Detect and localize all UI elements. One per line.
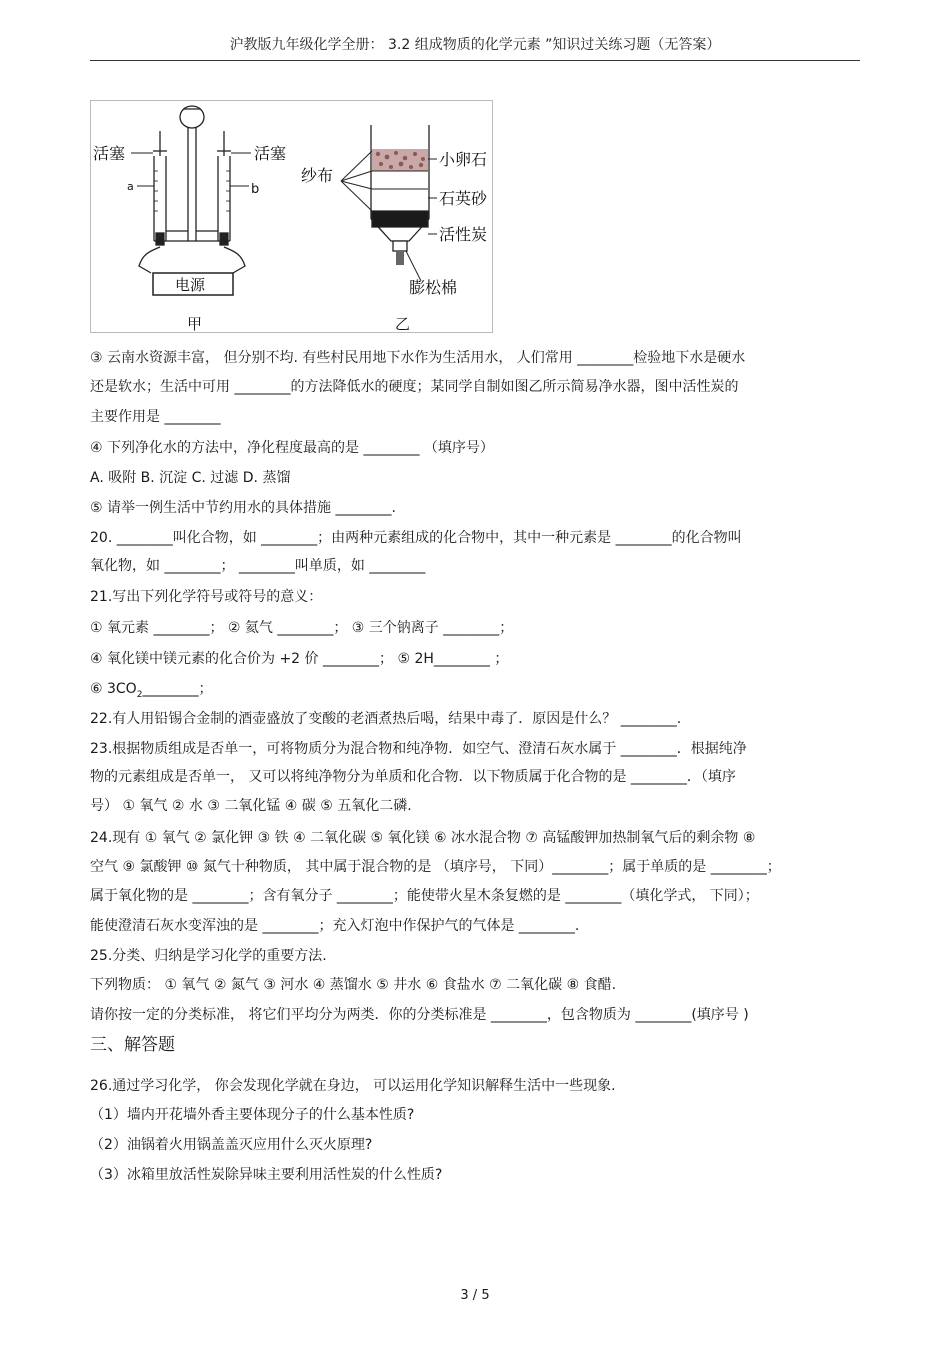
q19-3-line-2: 还是软水；生活中可用 ________的方法降低水的硬度；某同学自制如图乙所示简易净水器，图中活性炭的: [90, 379, 739, 395]
q19-5-question: ⑤ 请举一例生活中节约用水的具体措施 ________.: [90, 500, 396, 516]
q24-line-2: 空气 ⑨ 氯酸钾 ⑩ 氮气十种物质， 其中属于混合物的是 （填序号， 下同）________；属于单质的是 ________；: [90, 859, 781, 875]
page-number: 3 / 5: [460, 1288, 490, 1303]
q21-line-1: ① 氧元素 ________； ② 氦气 ________； ③ 三个钠离子 ________；: [90, 620, 514, 636]
q23-line-1: 23.根据物质组成是否单一，可将物质分为混合物和纯净物．如空气、澄清石灰水属于 ________．根据纯净: [90, 741, 747, 757]
q26-title: 26.通过学习化学， 你会发现化学就在身边， 可以运用化学知识解释生活中一些现象.: [90, 1078, 616, 1094]
stopcock-left-label: 活塞: [93, 144, 126, 163]
section-title-answer: 三、解答题: [90, 1035, 175, 1055]
figure-yi-caption: 乙: [395, 315, 411, 333]
q19-3-line-1: ③ 云南水资源丰富， 但分别不均. 有些村民用地下水作为生活用水， 人们常用 ________检验地下水是硬水: [90, 350, 746, 366]
q21-line-2: ④ 氧化镁中镁元素的化合价为 +2 价 ________； ⑤ 2H________ ；: [90, 651, 509, 667]
q21-title: 21.写出下列化学符号或符号的意义：: [90, 589, 323, 605]
pebble-layer-label: 小卵石: [439, 150, 488, 169]
q25-line-1: 下列物质： ① 氧气 ② 氮气 ③ 河水 ④ 蒸馏水 ⑤ 井水 ⑥ 食盐水 ⑦ 二氧化碳 ⑧ 食醋.: [90, 977, 617, 993]
q20-line-1: 20. ________叫化合物，如 ________；由两种元素组成的化合物中，其中一种元素是 ________的化合物叫: [90, 530, 742, 546]
q21-line-3: [90, 680, 865, 704]
quartz-sand-label: 石英砂: [439, 189, 488, 208]
power-supply-label: 电源: [175, 276, 206, 294]
header-rule: [90, 60, 860, 61]
q25-title: 25.分类、归纳是学习化学的重要方法.: [90, 948, 327, 964]
figure-jia-caption: 甲: [187, 315, 203, 333]
figure-panel: [90, 100, 493, 333]
q24-line-1: 24.现有 ① 氧气 ② 氯化钾 ③ 铁 ④ 二氧化碳 ⑤ 氧化镁 ⑥ 冰水混合物 ⑦ 高锰酸钾加热制氧气后的剩余物 ⑧: [90, 830, 756, 846]
apparatus-figure: [91, 101, 494, 334]
stopcock-right-label: 活塞: [254, 144, 287, 163]
q25-line-2: 请你按一定的分类标准， 将它们平均分为两类．你的分类标准是 ________，包含物质为 ________(填序号 ): [90, 1007, 749, 1023]
cotton-label: 膨松棉: [409, 278, 458, 297]
page-header-title: 沪教版九年级化学全册： 3.2 组成物质的化学元素 ”知识过关练习题（无答案）: [229, 37, 721, 53]
activated-carbon-label: 活性炭: [439, 225, 488, 244]
q20-line-2: 氧化物，如 ________； ________叫单质，如 ________: [90, 558, 426, 574]
electrolysis-apparatus: [131, 106, 251, 295]
tube-b-label: b: [251, 182, 260, 197]
q19-4-options: A. 吸附 B. 沉淀 C. 过滤 D. 蒸馏: [90, 470, 291, 486]
q23-line-3: 号） ① 氧气 ② 水 ③ 二氧化锰 ④ 碳 ⑤ 五氧化二磷.: [90, 798, 412, 814]
q21-blank: ________；: [142, 681, 213, 697]
q21-formula-subscript: 2: [136, 689, 143, 700]
tube-a-label: a: [127, 180, 134, 193]
q23-line-2: 物的元素组成是否单一， 又可以将纯净物分为单质和化合物．以下物质属于化合物的是 ________．（填序: [90, 769, 736, 785]
gauze-label: 纱布: [301, 166, 334, 185]
q19-4-question: ④ 下列净化水的方法中，净化程度最高的是 ________ （填序号）: [90, 440, 494, 456]
q26-sub-2: （2）油锅着火用锅盖盖灭应用什么灭火原理?: [90, 1137, 373, 1153]
q21-formula: ⑥ 3CO: [90, 681, 137, 697]
q19-3-line-3: 主要作用是 ________: [90, 409, 221, 425]
q26-sub-3: （3）冰箱里放活性炭除异味主要利用活性炭的什么性质?: [90, 1167, 443, 1183]
q26-sub-1: （1）墙内开花墙外香主要体现分子的什么基本性质?: [90, 1107, 415, 1123]
water-purifier: [341, 125, 437, 281]
q24-line-3: 属于氧化物的是 ________；含有氧分子 ________；能使带火星木条复燃的是 ________（填化学式， 下同）；: [90, 888, 759, 904]
q22-question: 22.有人用铅锡合金制的酒壶盛放了变酸的老酒煮热后喝，结果中毒了．原因是什么？ ________.: [90, 711, 682, 727]
q24-line-4: 能使澄清石灰水变浑浊的是 ________；充入灯泡中作保护气的气体是 ________.: [90, 918, 580, 934]
